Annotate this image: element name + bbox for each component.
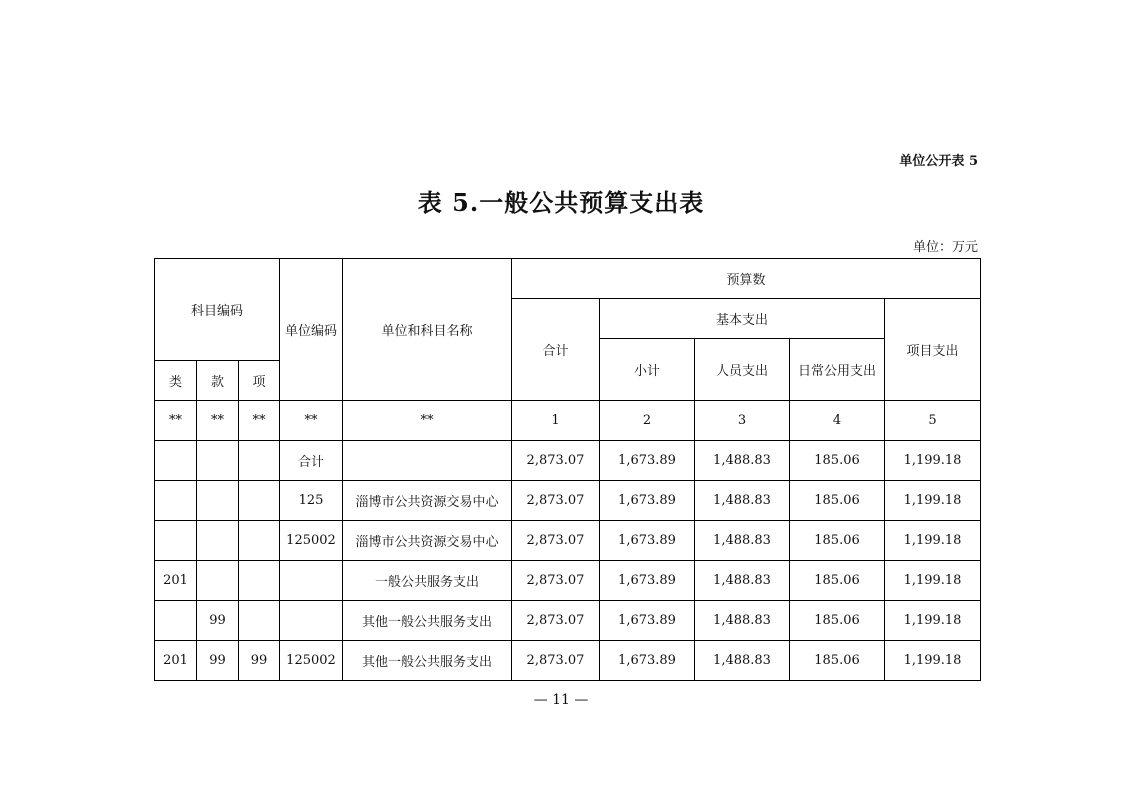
page-number: — 11 — [533,692,589,708]
table-cell: 1,199.18 [885,441,981,481]
table-cell: 185.06 [790,561,885,601]
table-cell: 125002 [280,521,343,561]
index-cell: ** [343,401,512,441]
table-cell: 淄博市公共资源交易中心 [343,481,512,521]
table-cell [280,601,343,641]
header-xiang: 项 [239,361,280,401]
table-cell: 1,199.18 [885,561,981,601]
table-cell: 185.06 [790,601,885,641]
table-cell [343,441,512,481]
header-project: 项目支出 [885,299,981,401]
table-cell: 125002 [280,641,343,681]
table-cell: 合计 [280,441,343,481]
table-cell: 2,873.07 [512,561,600,601]
table-tag: 单位公开表 5 [899,154,978,169]
table-cell: 1,673.89 [600,601,695,641]
table-cell: 2,873.07 [512,481,600,521]
header-total: 合计 [512,299,600,401]
table-cell: 1,199.18 [885,521,981,561]
table-row [155,441,981,481]
table-cell [155,481,197,521]
table-cell: 2,873.07 [512,441,600,481]
table-cell: 1,488.83 [695,481,790,521]
page-title: 表 5.一般公共预算支出表 [417,188,705,217]
table-cell: 99 [197,641,239,681]
table-cell [155,521,197,561]
index-cell: ** [197,401,239,441]
table-cell: 2,873.07 [512,641,600,681]
header-basic: 基本支出 [600,299,885,339]
table-row [155,561,981,601]
header-personnel: 人员支出 [695,339,790,401]
header-daily: 日常公用支出 [790,339,885,401]
index-cell: ** [155,401,197,441]
table-cell: 1,673.89 [600,561,695,601]
table-cell [239,481,280,521]
table-cell: 1,673.89 [600,481,695,521]
header-kuan: 款 [197,361,239,401]
table-cell: 185.06 [790,641,885,681]
table-cell: 1,673.89 [600,441,695,481]
header-subject-code: 科目编码 [155,259,280,361]
table-row [155,481,981,521]
unit-label: 单位：万元 [912,240,978,255]
table-cell [197,561,239,601]
table-cell: 185.06 [790,441,885,481]
table-cell: 1,488.83 [695,601,790,641]
table-cell: 185.06 [790,521,885,561]
header-subtotal: 小计 [600,339,695,401]
header-unit-name: 单位和科目名称 [343,259,512,401]
index-cell: 1 [512,401,600,441]
table-cell: 201 [155,641,197,681]
table-cell: 2,873.07 [512,521,600,561]
table-cell [197,441,239,481]
table-cell: 2,873.07 [512,601,600,641]
table-cell: 1,199.18 [885,481,981,521]
table-cell: 淄博市公共资源交易中心 [343,521,512,561]
table-cell: 一般公共服务支出 [343,561,512,601]
table-cell [239,441,280,481]
index-row [155,401,981,441]
index-cell: 4 [790,401,885,441]
table-cell: 1,488.83 [695,561,790,601]
budget-expenditure-table [154,258,981,681]
table-cell: 其他一般公共服务支出 [343,641,512,681]
table-cell [239,601,280,641]
table-cell: 1,488.83 [695,441,790,481]
index-cell: ** [239,401,280,441]
index-cell: 3 [695,401,790,441]
table-cell: 201 [155,561,197,601]
table-cell: 1,199.18 [885,601,981,641]
table-cell [280,561,343,601]
table-cell [155,441,197,481]
table-cell: 185.06 [790,481,885,521]
table-cell [239,521,280,561]
table-row [155,601,981,641]
header-lei: 类 [155,361,197,401]
table-cell: 1,673.89 [600,521,695,561]
table-cell: 99 [197,601,239,641]
table-cell: 1,488.83 [695,641,790,681]
header-unit-code: 单位编码 [280,259,343,401]
table-cell [155,601,197,641]
table-cell [197,481,239,521]
table-cell [197,521,239,561]
table-row [155,641,981,681]
table-cell: 1,673.89 [600,641,695,681]
table-row [155,521,981,561]
index-cell: 5 [885,401,981,441]
table-cell: 其他一般公共服务支出 [343,601,512,641]
table-cell [239,561,280,601]
table-cell: 99 [239,641,280,681]
header-budget: 预算数 [512,259,981,299]
index-cell: ** [280,401,343,441]
table-cell: 1,199.18 [885,641,981,681]
index-cell: 2 [600,401,695,441]
table-cell: 1,488.83 [695,521,790,561]
table-cell: 125 [280,481,343,521]
